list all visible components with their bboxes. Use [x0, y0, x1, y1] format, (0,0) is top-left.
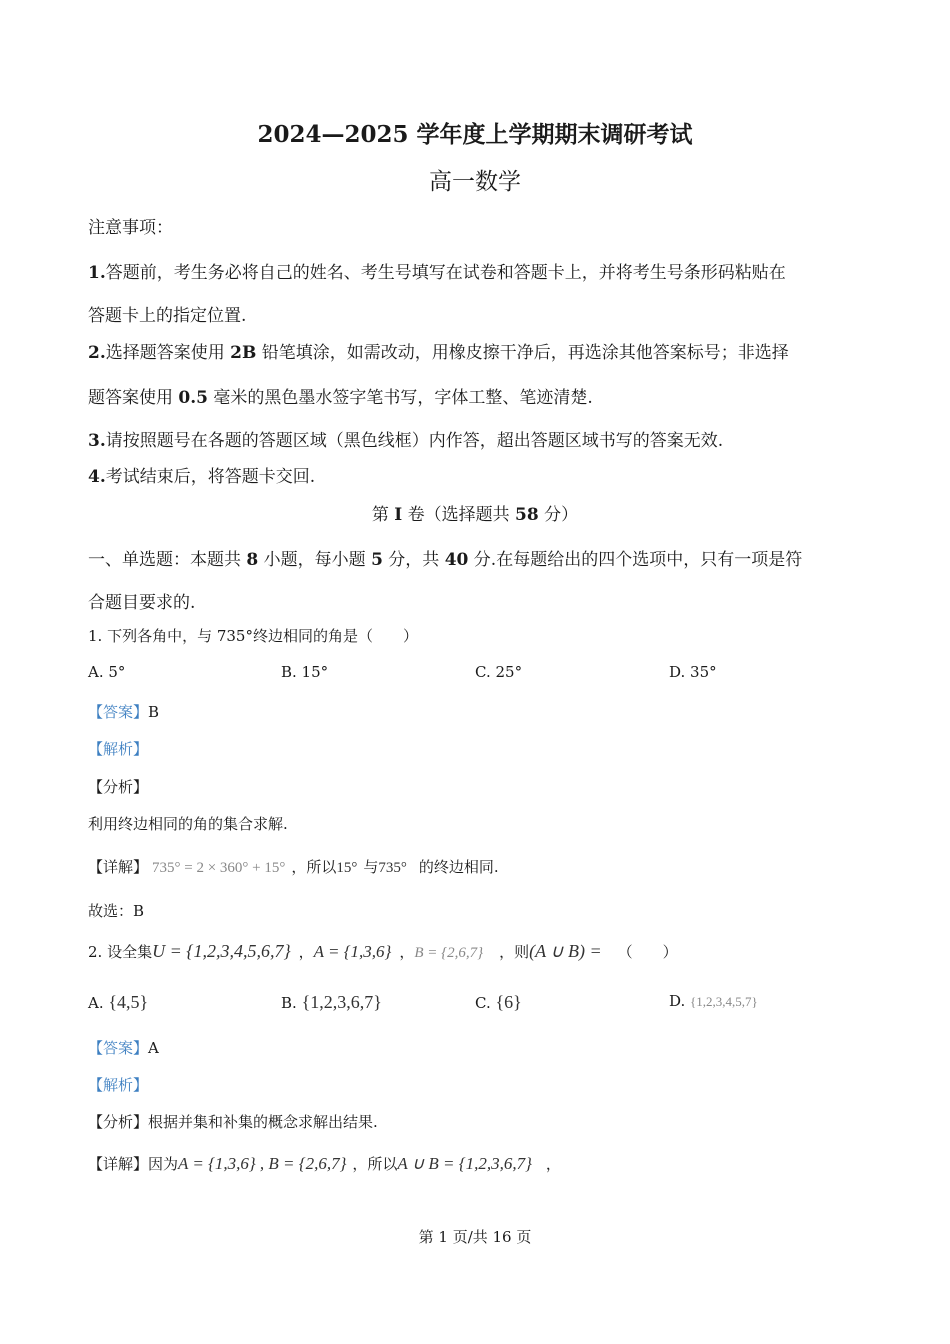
q2-stem-U: U = {1,2,3,4,5,6,7} — [152, 941, 291, 961]
page-footer: 第 1 页/共 16 页 — [418, 1228, 532, 1246]
notice-item-2-pencil: 2B — [230, 343, 257, 363]
q2-option-d-label: D. — [669, 992, 691, 1010]
notice-item-2-line2-a: 题答案使用 — [88, 388, 179, 408]
section-title — [0, 500, 950, 525]
q1-detail-math-1: 735° = 2 × 360° + 15° — [152, 860, 286, 876]
q2-option-a-label: A. — [88, 994, 109, 1012]
q2-option-d — [669, 992, 758, 1010]
q1-answer — [88, 701, 159, 722]
q1-choose: 故选：B — [88, 902, 145, 920]
notice-item-3-text: 请按照题号在各题的答题区域（黑色线框）内作答，超出答题区域书写的答案无效. — [105, 431, 724, 451]
q1-detail — [88, 856, 499, 877]
notice-item-4-num: 4. — [88, 467, 106, 487]
q2-detail-c: ， — [545, 1155, 561, 1173]
section-title-d: 58 — [515, 505, 539, 525]
q2-fenxi-text: 根据并集和补集的概念求解出结果. — [148, 1113, 378, 1131]
notice-item-2-num: 2. — [88, 343, 106, 363]
intro-d: 5 — [371, 550, 383, 570]
q2-option-c-value: {6} — [495, 992, 522, 1012]
q2-fenxi-tag: 【分析】 — [88, 1113, 149, 1131]
q1-option-a: A. 5° — [88, 663, 126, 681]
section-intro-line-2: 合题目要求的. — [88, 593, 196, 613]
q2-stem-b: ， — [298, 943, 314, 961]
intro-e: 分，共 — [382, 550, 445, 570]
q1-fenxi-text: 利用终边相同的角的集合求解. — [88, 815, 288, 833]
notice-heading: 注意事项： — [88, 218, 173, 238]
notice-item-4 — [88, 462, 315, 487]
section-title-e: 分） — [538, 505, 579, 525]
q2-detail-math-1: A = {1,3,6} , B = {2,6,7} — [178, 1154, 347, 1173]
notice-item-2-text-c: 铅笔填涂，如需改动，用橡皮擦干净后，再选涂其他答案标号；非选择 — [256, 343, 789, 363]
q1-analysis-tag: 【解析】 — [88, 740, 149, 758]
q2-answer-tag: 【答案】 — [88, 1039, 149, 1057]
q1-option-d: D. 35° — [669, 663, 717, 681]
q2-stem — [88, 941, 678, 962]
notice-item-2-line-2 — [88, 383, 593, 408]
intro-b: 8 — [246, 550, 259, 570]
q2-stem-A: A = {1,3,6} — [313, 942, 392, 961]
q1-fenxi-tag: 【分析】 — [88, 778, 149, 796]
q2-option-b — [281, 992, 382, 1013]
notice-item-3 — [88, 426, 723, 451]
q1-answer-tag: 【答案】 — [88, 703, 149, 721]
section-title-c: 卷（选择题共 — [402, 505, 516, 525]
q2-stem-paren: （ ） — [617, 943, 678, 961]
q2-stem-c: ， — [399, 943, 415, 961]
q2-answer — [88, 1037, 159, 1058]
q1-detail-tag: 【详解】 — [88, 858, 149, 876]
q2-option-b-label: B. — [281, 994, 302, 1012]
q2-stem-B: B = {2,6,7} — [414, 945, 484, 961]
q2-stem-d: ，则 — [499, 943, 530, 961]
q1-detail-math-2: 15° — [336, 860, 358, 876]
notice-item-1-line-2: 答题卡上的指定位置. — [88, 306, 247, 326]
section-title-a: 第 — [371, 505, 395, 525]
q1-answer-value: B — [148, 703, 160, 721]
notice-item-2-line-1 — [88, 338, 789, 363]
section-intro-line-1 — [88, 545, 802, 570]
exam-title: 2024—2025 学年度上学期期末调研考试 — [257, 121, 693, 148]
q2-answer-value: A — [148, 1039, 159, 1057]
q1-option-b: B. 15° — [281, 663, 329, 681]
q2-detail-a: 因为 — [148, 1155, 179, 1173]
notice-item-4-text: 考试结束后，将答题卡交回. — [105, 467, 316, 487]
q1-option-c: C. 25° — [475, 663, 523, 681]
q2-option-b-value: {1,2,3,6,7} — [301, 992, 382, 1012]
intro-a: 一、单选题：本题共 — [88, 550, 247, 570]
intro-f: 40 — [444, 550, 469, 570]
notice-item-1-line-1 — [88, 258, 786, 283]
notice-item-2-line2-c: 毫米的黑色墨水签字笔书写，字体工整、笔迹清楚. — [207, 388, 593, 408]
q2-detail-tag: 【详解】 — [88, 1155, 149, 1173]
q2-stem-a: 2. 设全集 — [88, 943, 153, 961]
q1-detail-end: 的终边相同. — [418, 858, 499, 876]
notice-item-2-text-a: 选择题答案使用 — [105, 343, 231, 363]
q2-detail-b: ，所以 — [352, 1155, 398, 1173]
section-title-b: I — [394, 505, 403, 525]
q1-detail-mid-2: 与 — [363, 858, 379, 876]
q2-option-a-value: {4,5} — [108, 992, 149, 1012]
q2-detail-math-2: A ∪ B = {1,2,3,6,7} — [397, 1154, 532, 1173]
notice-item-2-line2-b: 0.5 — [178, 388, 208, 408]
q2-stem-expr: (A ∪ B) = — [529, 941, 602, 961]
notice-item-3-num: 3. — [88, 431, 106, 451]
q2-option-c — [475, 992, 522, 1013]
q2-option-c-label: C. — [475, 994, 496, 1012]
q1-detail-mid: ，所以 — [291, 858, 337, 876]
q2-option-a — [88, 992, 148, 1013]
notice-item-1-text: 答题前，考生务必将自己的姓名、考生号填写在试卷和答题卡上，并将考生号条形码粘贴在 — [105, 263, 786, 283]
q2-fenxi — [88, 1111, 378, 1132]
q2-option-d-value: {1,2,3,4,5,7} — [690, 994, 758, 1009]
notice-item-1-num: 1. — [88, 263, 106, 283]
exam-subtitle: 高一数学 — [429, 169, 521, 195]
intro-g: 分.在每题给出的四个选项中，只有一项是符 — [468, 550, 803, 570]
q2-analysis-tag: 【解析】 — [88, 1076, 149, 1094]
q1-stem: 1. 下列各角中，与 735°终边相同的角是（ ） — [88, 627, 418, 645]
q2-detail — [88, 1153, 561, 1174]
intro-c: 小题，每小题 — [258, 550, 372, 570]
q1-detail-math-3: 735° — [378, 860, 407, 876]
